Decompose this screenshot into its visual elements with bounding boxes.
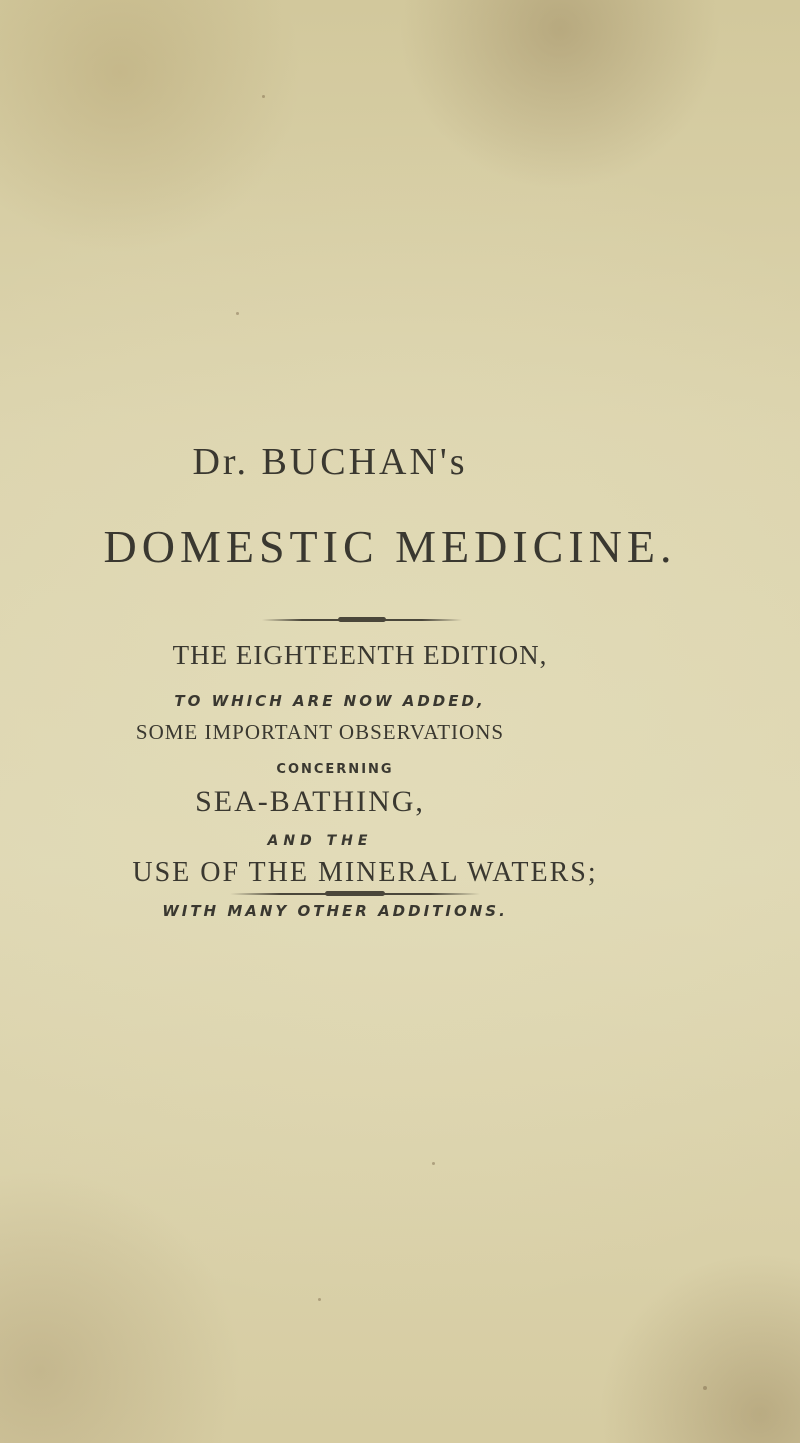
foxing-spot [318,1298,321,1301]
foxing-spot [236,312,239,315]
concerning-line: CONCERNING [276,762,394,777]
ornamental-rule-bottom [230,893,480,895]
observations-line: SOME IMPORTANT OBSERVATIONS [135,720,505,744]
edition-line: THE EIGHTEENTH EDITION, [172,640,548,670]
ornamental-rule-top [262,619,462,621]
foxing-spot [262,95,265,98]
work-title: DOMESTIC MEDICINE. [103,521,677,572]
foxing-spot [703,1386,707,1390]
foxing-spot [432,1162,435,1165]
author-line: Dr. BUCHAN's [192,441,468,483]
added-line: TO WHICH ARE NOW ADDED, [174,692,486,710]
sea-bathing-line: SEA-BATHING, [195,785,425,818]
additions-line: WITH MANY OTHER ADDITIONS. [162,902,508,920]
mineral-waters-line: USE OF THE MINERAL WATERS; [132,857,598,888]
and-the-line: AND THE [267,833,373,849]
